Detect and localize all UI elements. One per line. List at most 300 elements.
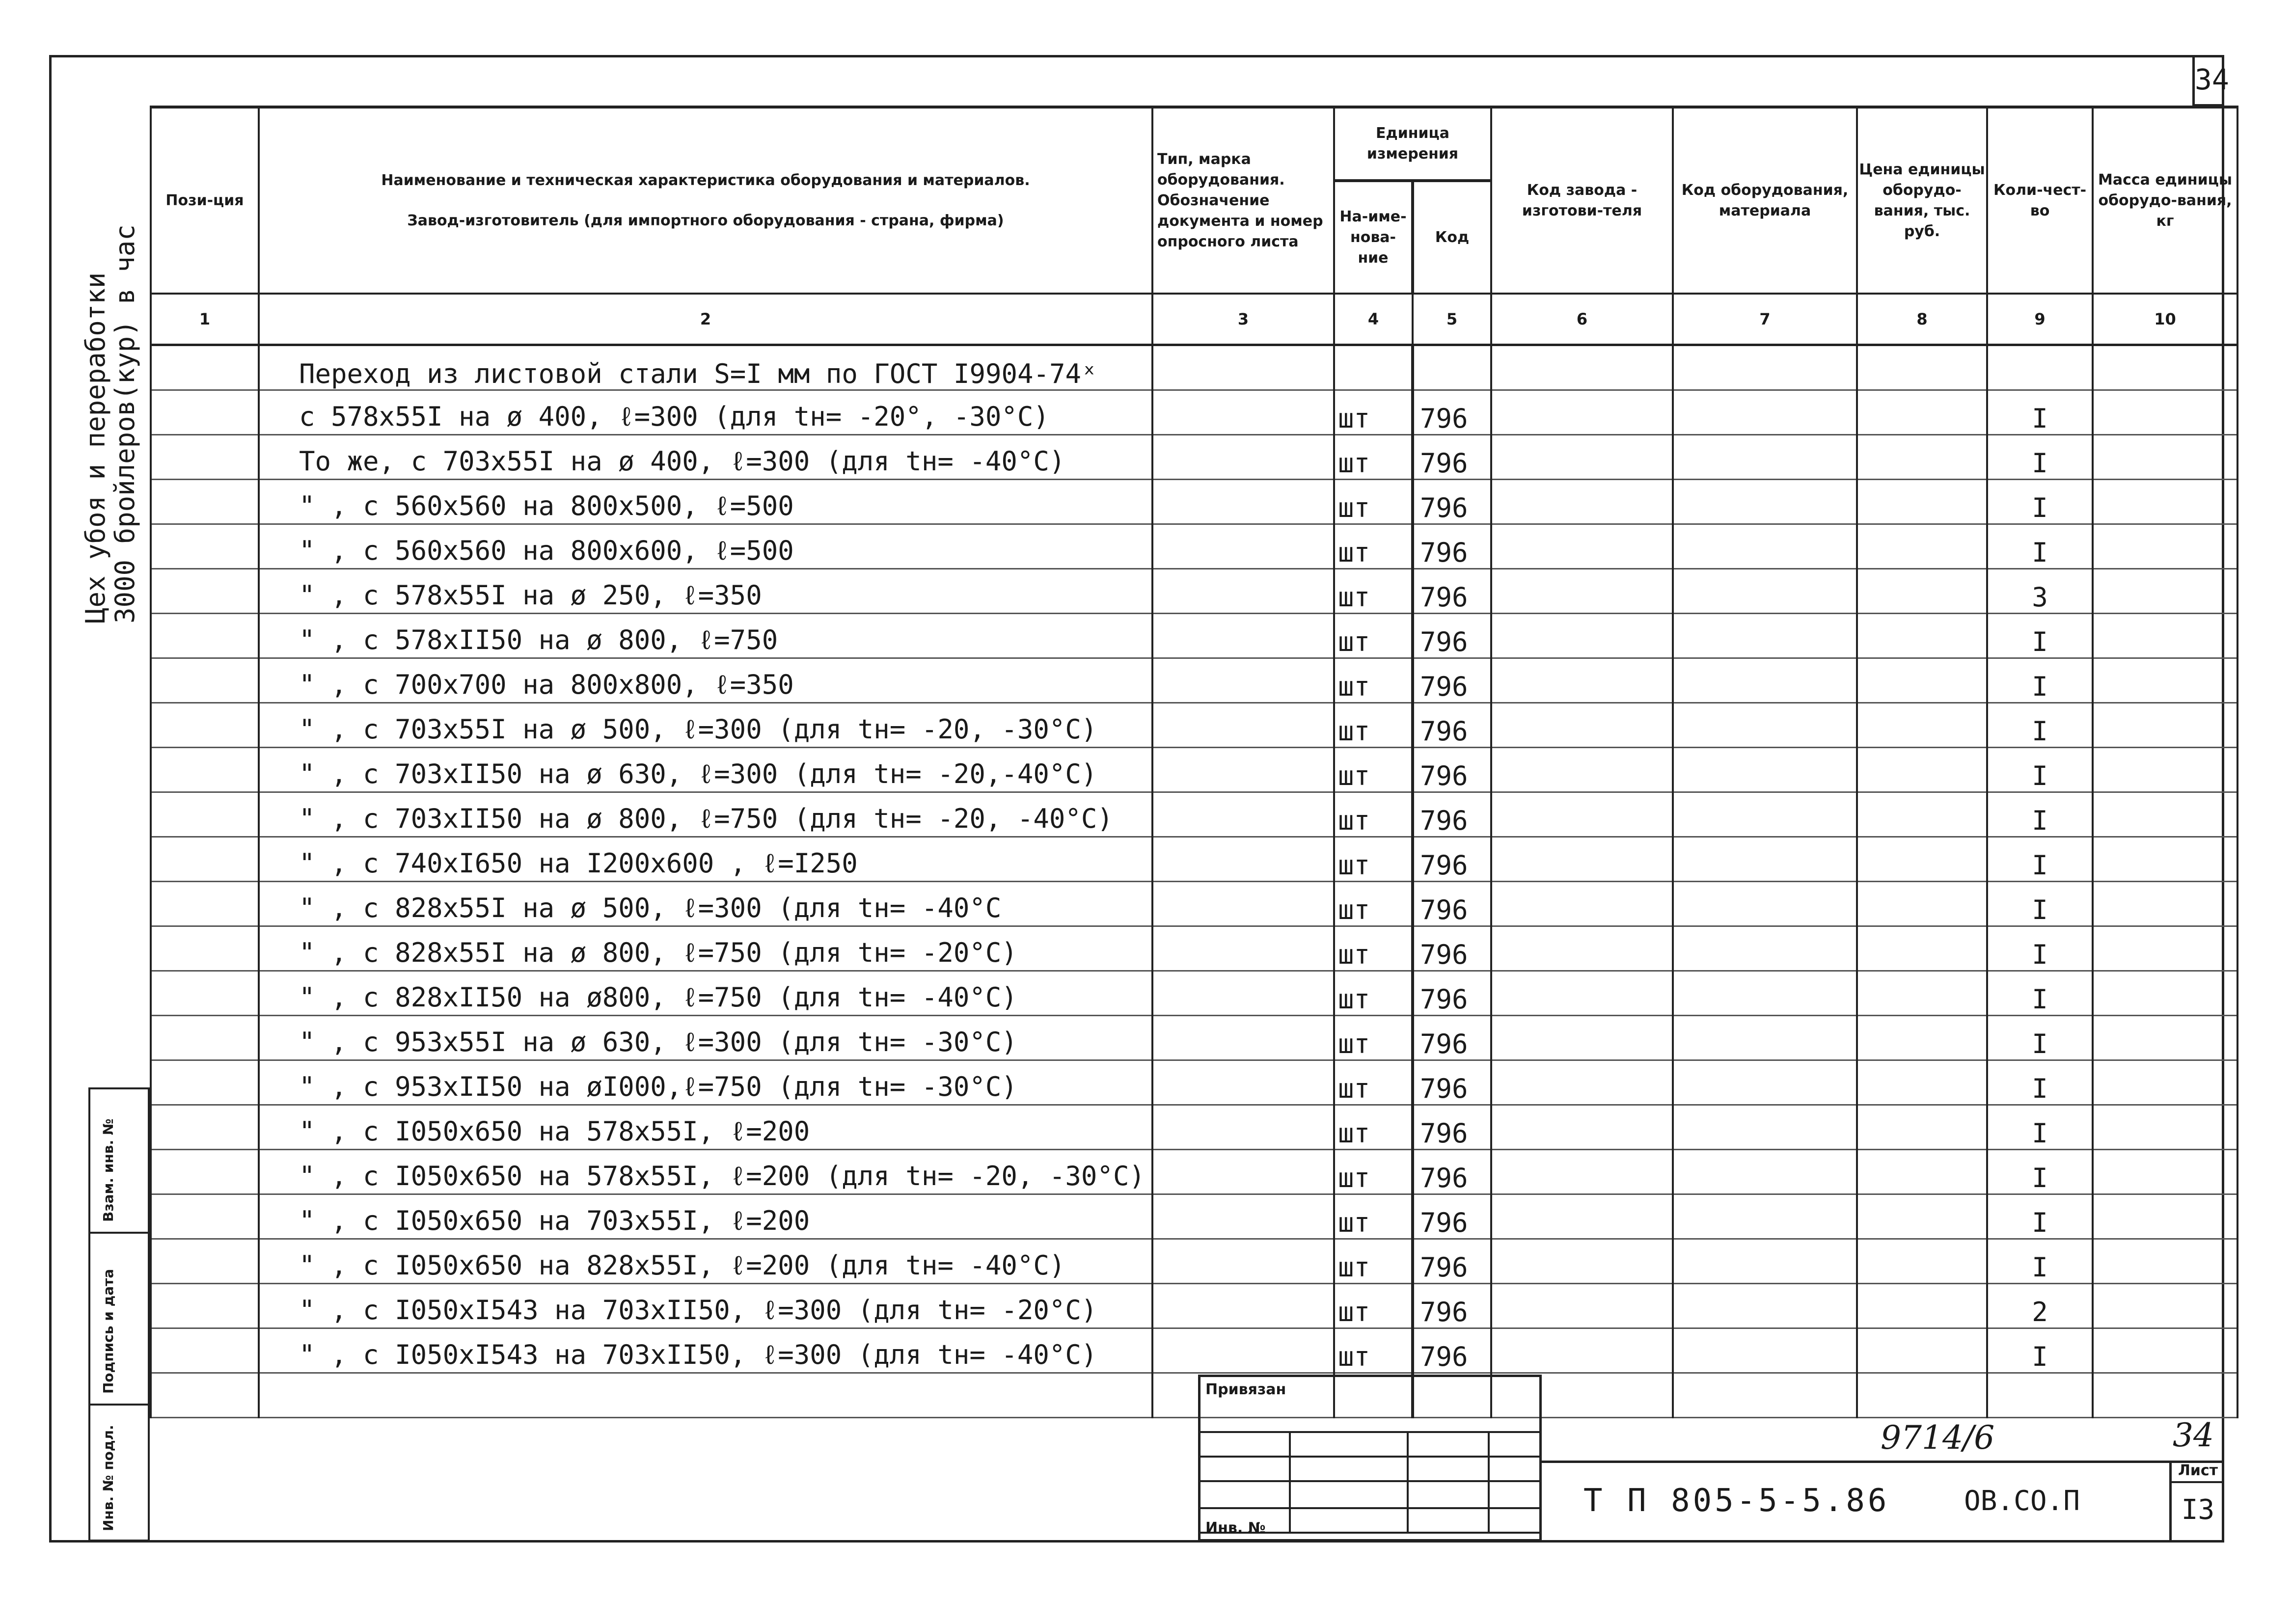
colnum: 9 <box>1987 294 2093 345</box>
row-cell <box>1857 1194 1987 1239</box>
row-cell <box>1857 1328 1987 1373</box>
colnum: 6 <box>1491 294 1673 345</box>
row-cell <box>1857 792 1987 837</box>
row-code: 796 <box>1413 1105 1491 1150</box>
stamp-vzam: Взам. инв. № <box>100 1118 116 1222</box>
row-cell <box>1152 345 1334 390</box>
row-unit: шт <box>1334 837 1413 882</box>
header-name <box>259 107 1152 294</box>
row-code: 796 <box>1413 837 1491 882</box>
row-cell <box>1152 524 1334 569</box>
row-cell <box>1491 1328 1673 1373</box>
row-unit: шт <box>1334 480 1413 524</box>
row-unit: шт <box>1334 926 1413 971</box>
row-cell <box>151 569 259 614</box>
row-code: 796 <box>1413 748 1491 792</box>
header-mass: Масса единицы оборудо-вания, кг <box>2093 107 2237 294</box>
row-code <box>1413 345 1491 390</box>
row-qty: I <box>1987 971 2093 1016</box>
table-row <box>151 524 2237 569</box>
side-title-line1: Цех убоя и переработки <box>80 272 111 623</box>
row-cell <box>1152 1328 1334 1373</box>
table-row <box>151 1284 2237 1328</box>
row-desc: " , с 828х55I на ø 500, ℓ=300 (для tн= -40°С <box>259 882 1152 926</box>
row-cell <box>1491 1150 1673 1194</box>
row-cell <box>1152 748 1334 792</box>
row-code: 796 <box>1413 658 1491 703</box>
row-cell <box>1673 1373 1857 1418</box>
row-unit: шт <box>1334 1060 1413 1105</box>
row-unit: шт <box>1334 524 1413 569</box>
row-cell <box>1673 658 1857 703</box>
row-desc: " , с 953х55I на ø 630, ℓ=300 (для tн= -30°С) <box>259 1016 1152 1060</box>
header-unit: Единица измерения <box>1334 107 1491 181</box>
row-cell <box>1152 926 1334 971</box>
row-cell <box>2093 792 2237 837</box>
row-unit: шт <box>1334 1328 1413 1373</box>
row-unit: шт <box>1334 1284 1413 1328</box>
document-code: Т П 805-5-5.86 <box>1583 1483 1890 1519</box>
row-cell <box>1491 1194 1673 1239</box>
header-unit-name: На-име-нова-ние <box>1334 181 1413 294</box>
row-code: 796 <box>1413 971 1491 1016</box>
row-cell <box>1857 1239 1987 1284</box>
table-row <box>151 1194 2237 1239</box>
row-code: 796 <box>1413 1239 1491 1284</box>
header-price: Цена единицы оборудо-вания, тыс. руб. <box>1857 107 1987 294</box>
handwritten-number: 9714/6 <box>1881 1419 1995 1457</box>
row-qty: I <box>1987 882 2093 926</box>
stamp-podpis: Подпись и дата <box>100 1269 116 1394</box>
row-cell <box>2093 390 2237 435</box>
title-block-privyazan <box>1198 1375 1542 1542</box>
row-cell <box>1491 390 1673 435</box>
row-cell <box>1152 837 1334 882</box>
row-cell <box>1491 524 1673 569</box>
row-cell <box>151 703 259 748</box>
row-code: 796 <box>1413 569 1491 614</box>
row-qty: I <box>1987 658 2093 703</box>
row-cell <box>151 1239 259 1284</box>
row-qty: I <box>1987 1016 2093 1060</box>
row-cell <box>1152 1105 1334 1150</box>
row-cell <box>2093 524 2237 569</box>
row-desc: " , с I050х650 на 703х55I, ℓ=200 <box>259 1194 1152 1239</box>
row-cell <box>1152 882 1334 926</box>
row-cell <box>2093 1194 2237 1239</box>
row-cell <box>1673 792 1857 837</box>
row-cell <box>1152 1194 1334 1239</box>
row-qty <box>1987 345 2093 390</box>
row-unit: шт <box>1334 748 1413 792</box>
table-row <box>151 1105 2237 1150</box>
row-qty: I <box>1987 1328 2093 1373</box>
row-cell <box>151 390 259 435</box>
row-cell <box>1673 1284 1857 1328</box>
row-desc: с 578х55I на ø 400, ℓ=300 (для tн= -20°, -30°С) <box>259 390 1152 435</box>
row-cell <box>151 1105 259 1150</box>
row-cell <box>1673 614 1857 658</box>
row-cell <box>151 1150 259 1194</box>
row-unit: шт <box>1334 569 1413 614</box>
row-cell <box>1673 703 1857 748</box>
row-qty: 3 <box>1987 569 2093 614</box>
row-cell <box>1152 658 1334 703</box>
row-cell <box>1491 792 1673 837</box>
row-cell <box>1491 614 1673 658</box>
row-cell <box>1673 435 1857 480</box>
row-qty: I <box>1987 837 2093 882</box>
row-cell <box>1491 1016 1673 1060</box>
row-cell <box>1673 882 1857 926</box>
row-cell <box>1673 1060 1857 1105</box>
row-cell <box>1491 703 1673 748</box>
colnum: 4 <box>1334 294 1413 345</box>
row-cell <box>2093 345 2237 390</box>
table-row <box>151 703 2237 748</box>
row-code: 796 <box>1413 926 1491 971</box>
row-cell <box>1491 658 1673 703</box>
row-cell <box>151 1373 259 1418</box>
row-cell <box>1152 1060 1334 1105</box>
header-type: Тип, марка оборудования. Обозначение документа и номер опросного листа <box>1152 107 1334 294</box>
row-unit: шт <box>1334 971 1413 1016</box>
sheet-value: I3 <box>2181 1494 2215 1526</box>
row-unit <box>1334 345 1413 390</box>
row-cell <box>151 926 259 971</box>
row-cell <box>1673 390 1857 435</box>
row-cell <box>151 837 259 882</box>
row-qty: I <box>1987 1060 2093 1105</box>
row-unit: шт <box>1334 658 1413 703</box>
table-row <box>151 435 2237 480</box>
header-position: Пози-ция <box>151 107 259 294</box>
row-qty: I <box>1987 1194 2093 1239</box>
colnum: 3 <box>1152 294 1334 345</box>
row-unit: шт <box>1334 1016 1413 1060</box>
row-cell <box>1857 390 1987 435</box>
row-desc: " , с I050х650 на 578х55I, ℓ=200 <box>259 1105 1152 1150</box>
row-desc: Переход из листовой стали S=I мм по ГОСТ I9904-74ˣ <box>259 345 1152 390</box>
row-cell <box>1673 569 1857 614</box>
table-row <box>151 345 2237 390</box>
row-cell <box>2093 882 2237 926</box>
row-cell <box>1857 1105 1987 1150</box>
header-name-line1: Наименование и техническая характеристика оборудования и материалов. <box>381 171 1030 189</box>
row-cell <box>1491 1060 1673 1105</box>
row-unit: шт <box>1334 1194 1413 1239</box>
row-cell <box>2093 569 2237 614</box>
header-name-line2: Завод-изготовитель (для импортного оборудования - страна, фирма) <box>407 212 1004 229</box>
row-qty: I <box>1987 926 2093 971</box>
row-cell <box>1152 614 1334 658</box>
header-quantity: Коли-чест-во <box>1987 107 2093 294</box>
row-desc: " , с 703хII50 на ø 800, ℓ=750 (для tн= -20, -40°С) <box>259 792 1152 837</box>
row-cell <box>1491 1239 1673 1284</box>
side-title-line2: 3000 бройлеров(кур) в час <box>109 224 140 623</box>
table-row <box>151 1150 2237 1194</box>
row-cell <box>1152 435 1334 480</box>
colnum: 5 <box>1413 294 1491 345</box>
row-cell <box>1857 1060 1987 1105</box>
row-code: 796 <box>1413 792 1491 837</box>
row-cell <box>1857 524 1987 569</box>
row-desc: " , с 560х560 на 800х500, ℓ=500 <box>259 480 1152 524</box>
row-unit: шт <box>1334 435 1413 480</box>
row-cell <box>1673 1239 1857 1284</box>
row-code: 796 <box>1413 1150 1491 1194</box>
row-qty: I <box>1987 1239 2093 1284</box>
row-cell <box>2093 480 2237 524</box>
row-cell <box>2093 748 2237 792</box>
table-row <box>151 1060 2237 1105</box>
row-qty: I <box>1987 435 2093 480</box>
row-qty: I <box>1987 748 2093 792</box>
row-cell <box>1857 658 1987 703</box>
sheet-label: Лист <box>2172 1461 2224 1483</box>
specification-table <box>150 106 2238 1418</box>
row-cell <box>151 1194 259 1239</box>
row-qty: I <box>1987 614 2093 658</box>
row-cell <box>1152 1016 1334 1060</box>
row-cell <box>1152 1150 1334 1194</box>
row-cell <box>1857 614 1987 658</box>
row-cell <box>1491 1105 1673 1150</box>
row-desc: " , с 578хII50 на ø 800, ℓ=750 <box>259 614 1152 658</box>
row-cell <box>1152 390 1334 435</box>
table-row <box>151 390 2237 435</box>
row-cell <box>1857 1284 1987 1328</box>
row-cell <box>2093 926 2237 971</box>
row-cell <box>1152 971 1334 1016</box>
row-desc: " , с 578х55I на ø 250, ℓ=350 <box>259 569 1152 614</box>
colnum: 10 <box>2093 294 2237 345</box>
inv-label: Инв. № <box>1205 1519 1266 1537</box>
row-cell <box>151 524 259 569</box>
row-cell <box>2093 971 2237 1016</box>
row-qty: I <box>1987 390 2093 435</box>
row-desc: " , с 828х55I на ø 800, ℓ=750 (для tн= -20°С) <box>259 926 1152 971</box>
row-cell <box>1152 703 1334 748</box>
row-cell <box>151 882 259 926</box>
row-cell <box>2093 1239 2237 1284</box>
row-cell <box>2093 1373 2237 1418</box>
row-code: 796 <box>1413 882 1491 926</box>
table-row <box>151 569 2237 614</box>
row-cell <box>1857 1016 1987 1060</box>
row-cell <box>151 748 259 792</box>
row-desc: " , с 700х700 на 800х800, ℓ=350 <box>259 658 1152 703</box>
row-unit: шт <box>1334 390 1413 435</box>
row-cell <box>1857 1373 1987 1418</box>
table-row <box>151 792 2237 837</box>
row-cell <box>1673 345 1857 390</box>
row-code: 796 <box>1413 1328 1491 1373</box>
table-row <box>151 1239 2237 1284</box>
colnum: 2 <box>259 294 1152 345</box>
row-qty: 2 <box>1987 1284 2093 1328</box>
row-cell <box>1491 480 1673 524</box>
side-stamp <box>88 1087 150 1542</box>
row-cell <box>1857 882 1987 926</box>
row-cell <box>1857 480 1987 524</box>
row-code: 796 <box>1413 390 1491 435</box>
table-row <box>151 480 2237 524</box>
row-cell <box>2093 1105 2237 1150</box>
row-cell <box>1673 524 1857 569</box>
handwritten-sheet: 34 <box>2173 1416 2214 1454</box>
header-unit-code: Код <box>1413 181 1491 294</box>
table-row <box>151 971 2237 1016</box>
sheet-box <box>2169 1461 2224 1543</box>
row-desc <box>259 1373 1152 1418</box>
row-cell <box>1857 345 1987 390</box>
row-cell <box>2093 1328 2237 1373</box>
colnum: 7 <box>1673 294 1857 345</box>
row-cell <box>151 658 259 703</box>
row-desc: " , с 703хII50 на ø 630, ℓ=300 (для tн= -20,-40°С) <box>259 748 1152 792</box>
colnum: 1 <box>151 294 259 345</box>
row-desc: " , с I050х650 на 828х55I, ℓ=200 (для tн= -40°С) <box>259 1239 1152 1284</box>
row-code: 796 <box>1413 1284 1491 1328</box>
row-unit: шт <box>1334 614 1413 658</box>
row-cell <box>1491 345 1673 390</box>
row-cell <box>1857 971 1987 1016</box>
row-desc: " , с 953хII50 на øI000,ℓ=750 (для tн= -30°С) <box>259 1060 1152 1105</box>
row-code: 796 <box>1413 614 1491 658</box>
row-cell <box>1152 480 1334 524</box>
row-cell <box>1857 926 1987 971</box>
row-cell <box>151 614 259 658</box>
row-qty: I <box>1987 1105 2093 1150</box>
row-cell <box>1857 703 1987 748</box>
row-cell <box>2093 1016 2237 1060</box>
row-cell <box>1491 926 1673 971</box>
row-cell <box>2093 435 2237 480</box>
header-factory-code: Код завода - изготови-теля <box>1491 107 1673 294</box>
column-numbers-row <box>151 294 2237 345</box>
row-cell <box>1857 1150 1987 1194</box>
row-desc: " , с I050хI543 на 703хII50, ℓ=300 (для tн= -40°С) <box>259 1328 1152 1373</box>
table-row <box>151 1373 2237 1418</box>
row-qty: I <box>1987 480 2093 524</box>
row-unit: шт <box>1334 1150 1413 1194</box>
row-cell <box>2093 614 2237 658</box>
row-code: 796 <box>1413 1194 1491 1239</box>
row-cell <box>1491 837 1673 882</box>
table-row <box>151 658 2237 703</box>
row-unit: шт <box>1334 882 1413 926</box>
row-cell <box>151 792 259 837</box>
table-row <box>151 748 2237 792</box>
row-cell <box>1491 569 1673 614</box>
row-qty: I <box>1987 1150 2093 1194</box>
row-cell <box>1491 971 1673 1016</box>
row-cell <box>1152 792 1334 837</box>
row-cell <box>2093 837 2237 882</box>
row-cell <box>1673 926 1857 971</box>
table-row <box>151 1328 2237 1373</box>
table-row <box>151 1016 2237 1060</box>
row-cell <box>2093 1150 2237 1194</box>
row-unit: шт <box>1334 703 1413 748</box>
table-row <box>151 882 2237 926</box>
row-cell <box>1491 435 1673 480</box>
row-cell <box>151 1060 259 1105</box>
row-code: 796 <box>1413 1016 1491 1060</box>
row-code: 796 <box>1413 480 1491 524</box>
row-qty: I <box>1987 792 2093 837</box>
row-desc: " , с 828хII50 на ø800, ℓ=750 (для tн= -40°С) <box>259 971 1152 1016</box>
header-equipment-code: Код оборудования, материала <box>1673 107 1857 294</box>
row-desc: " , с 740хI650 на I200х600 , ℓ=I250 <box>259 837 1152 882</box>
row-cell <box>1673 1194 1857 1239</box>
row-cell <box>1152 1239 1334 1284</box>
row-cell <box>1673 748 1857 792</box>
row-cell <box>1673 1150 1857 1194</box>
row-cell <box>1152 569 1334 614</box>
row-cell <box>151 1328 259 1373</box>
row-cell <box>1857 748 1987 792</box>
row-cell <box>1673 1016 1857 1060</box>
row-code: 796 <box>1413 435 1491 480</box>
row-desc: То же, с 703х55I на ø 400, ℓ=300 (для tн= -40°С) <box>259 435 1152 480</box>
top-sheet-number: 34 <box>2192 55 2224 107</box>
row-cell <box>2093 1060 2237 1105</box>
row-cell <box>2093 703 2237 748</box>
table-row <box>151 614 2237 658</box>
table-row <box>151 837 2237 882</box>
row-desc: " , с I050х650 на 578х55I, ℓ=200 (для tн= -20, -30°С) <box>259 1150 1152 1194</box>
document-mark: ОВ.СО.П <box>1964 1485 2080 1517</box>
row-cell <box>1673 1328 1857 1373</box>
row-unit: шт <box>1334 792 1413 837</box>
row-cell <box>1673 971 1857 1016</box>
row-cell <box>151 1284 259 1328</box>
row-cell <box>1673 837 1857 882</box>
row-cell <box>1857 837 1987 882</box>
row-cell <box>1673 1105 1857 1150</box>
colnum: 8 <box>1857 294 1987 345</box>
row-cell <box>1491 882 1673 926</box>
row-cell <box>151 971 259 1016</box>
row-code: 796 <box>1413 1060 1491 1105</box>
row-desc: " , с 560х560 на 800х600, ℓ=500 <box>259 524 1152 569</box>
stamp-inv-podl: Инв. № подл. <box>100 1425 116 1531</box>
row-cell <box>151 435 259 480</box>
row-cell <box>151 345 259 390</box>
row-code: 796 <box>1413 524 1491 569</box>
row-cell <box>1857 435 1987 480</box>
row-unit: шт <box>1334 1105 1413 1150</box>
row-desc: " , с 703х55I на ø 500, ℓ=300 (для tн= -20, -30°С) <box>259 703 1152 748</box>
row-cell <box>1491 1284 1673 1328</box>
privyazan-label: Привязан <box>1205 1381 1286 1398</box>
row-cell <box>1152 1284 1334 1328</box>
table-row <box>151 926 2237 971</box>
row-desc: " , с I050хI543 на 703хII50, ℓ=300 (для tн= -20°С) <box>259 1284 1152 1328</box>
row-cell <box>1491 748 1673 792</box>
row-qty: I <box>1987 703 2093 748</box>
row-cell <box>1673 480 1857 524</box>
row-cell <box>2093 658 2237 703</box>
row-qty: I <box>1987 524 2093 569</box>
row-cell <box>151 1016 259 1060</box>
row-cell <box>1857 569 1987 614</box>
row-cell <box>151 480 259 524</box>
row-qty <box>1987 1373 2093 1418</box>
row-cell <box>2093 1284 2237 1328</box>
